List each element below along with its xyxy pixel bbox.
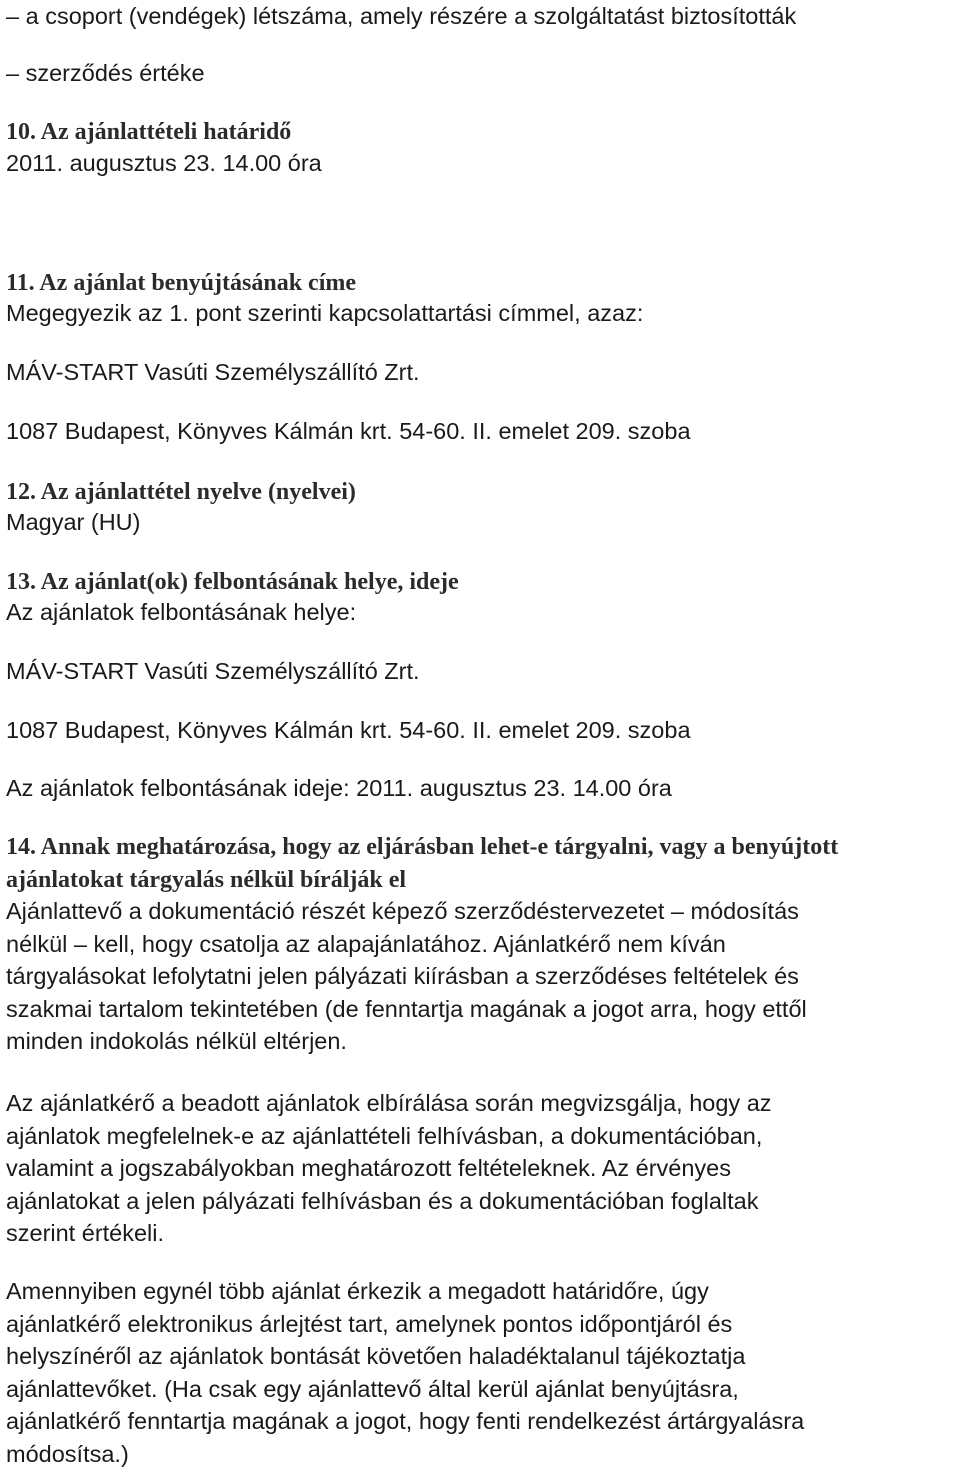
paragraph-line: Ajánlattevő a dokumentáció részét képező szerződéstervezetet – módosítás bbox=[6, 898, 799, 924]
paragraph-line: Amennyiben egynél több ajánlat érkezik a megadott határidőre, úgy bbox=[6, 1278, 709, 1304]
company-address: 1087 Budapest, Könyves Kálmán krt. 54-60. II. emelet 209. szoba bbox=[6, 418, 691, 444]
paragraph-line: minden indokolás nélkül eltérjen. bbox=[6, 1028, 347, 1055]
section-heading: 11. Az ajánlat benyújtásának címe bbox=[6, 270, 357, 296]
paragraph-line: szerint értékeli. bbox=[6, 1220, 165, 1247]
paragraph-line: szakmai tartalom tekintetében (de fenntartja magának a jogot arra, hogy ettől bbox=[6, 995, 807, 1022]
section-10 bbox=[6, 117, 322, 180]
company-name: MÁV-START Vasúti Személyszállító Zrt. bbox=[6, 658, 420, 684]
deadline-value: 2011. augusztus 23. 14.00 óra bbox=[6, 150, 322, 176]
section-13 bbox=[6, 567, 691, 801]
section-heading-line: ajánlatokat tárgyalás nélkül bírálják el bbox=[6, 867, 407, 893]
section-heading-line: 14. Annak meghatározása, hogy az eljárásban lehet-e tárgyalni, vagy a benyújtott bbox=[6, 834, 839, 860]
section-12 bbox=[6, 477, 356, 539]
paragraph-line: ajánlatokat a jelen pályázati felhívásban és a dokumentációban foglaltak bbox=[6, 1187, 759, 1214]
paragraph-line: ajánlatok megfelelnek-e az ajánlattételi felhívásban, a dokumentációban, bbox=[6, 1122, 763, 1149]
company-name: MÁV-START Vasúti Személyszállító Zrt. bbox=[6, 359, 420, 385]
paragraph-line: nélkül – kell, hogy csatolja az alapajánlatához. Ajánlatkérő nem kíván bbox=[6, 930, 726, 957]
opening-place-label: Az ajánlatok felbontásának helye: bbox=[6, 599, 357, 625]
paragraph-line: tárgyalásokat lefolytatni jelen pályázati kiírásban a szerződéses feltételek és bbox=[6, 963, 799, 990]
paragraph-line: valamint a jogszabályokban meghatározott feltételeknek. Az érvényes bbox=[6, 1155, 732, 1182]
list-item: – szerződés értéke bbox=[6, 60, 205, 86]
list-item: – a csoport (vendégek) létszáma, amely részére a szolgáltatást biztosították bbox=[6, 3, 797, 29]
opening-time: Az ajánlatok felbontásának ideje: 2011. augusztus 23. 14.00 óra bbox=[6, 775, 672, 801]
section-14 bbox=[6, 832, 839, 1467]
paragraph-1 bbox=[6, 895, 807, 1058]
paragraph-line: Az ajánlatkérő a beadott ajánlatok elbírálása során megvizsgálja, hogy az bbox=[6, 1090, 772, 1116]
company-address: 1087 Budapest, Könyves Kálmán krt. 54-60. II. emelet 209. szoba bbox=[6, 717, 691, 743]
address-intro: Megegyezik az 1. pont szerinti kapcsolattartási címmel, azaz: bbox=[6, 300, 644, 326]
language-value: Magyar (HU) bbox=[6, 509, 141, 535]
section-heading: 13. Az ajánlat(ok) felbontásának helye, ideje bbox=[6, 569, 459, 595]
paragraph-line: helyszínéről az ajánlatok bontását követően haladéktalanul tájékoztatja bbox=[6, 1343, 746, 1370]
paragraph-3 bbox=[6, 1275, 804, 1471]
paragraph-line: módosítsa.) bbox=[6, 1440, 129, 1467]
section-heading: 12. Az ajánlattétel nyelve (nyelvei) bbox=[6, 479, 356, 505]
paragraph-line: ajánlattevőket. (Ha csak egy ajánlattevő által kerül ajánlat benyújtásra, bbox=[6, 1375, 739, 1402]
paragraph-2 bbox=[6, 1087, 772, 1250]
paragraph-line: ajánlatkérő fenntartja magának a jogot, hogy fenti rendelkezést ártárgyalásra bbox=[6, 1408, 805, 1435]
section-heading: 10. Az ajánlattételi határidő bbox=[6, 119, 292, 145]
paragraph-line: ajánlatkérő elektronikus árlejtést tart, amelynek pontos időpontjáról és bbox=[6, 1310, 733, 1337]
section-11 bbox=[6, 268, 691, 444]
